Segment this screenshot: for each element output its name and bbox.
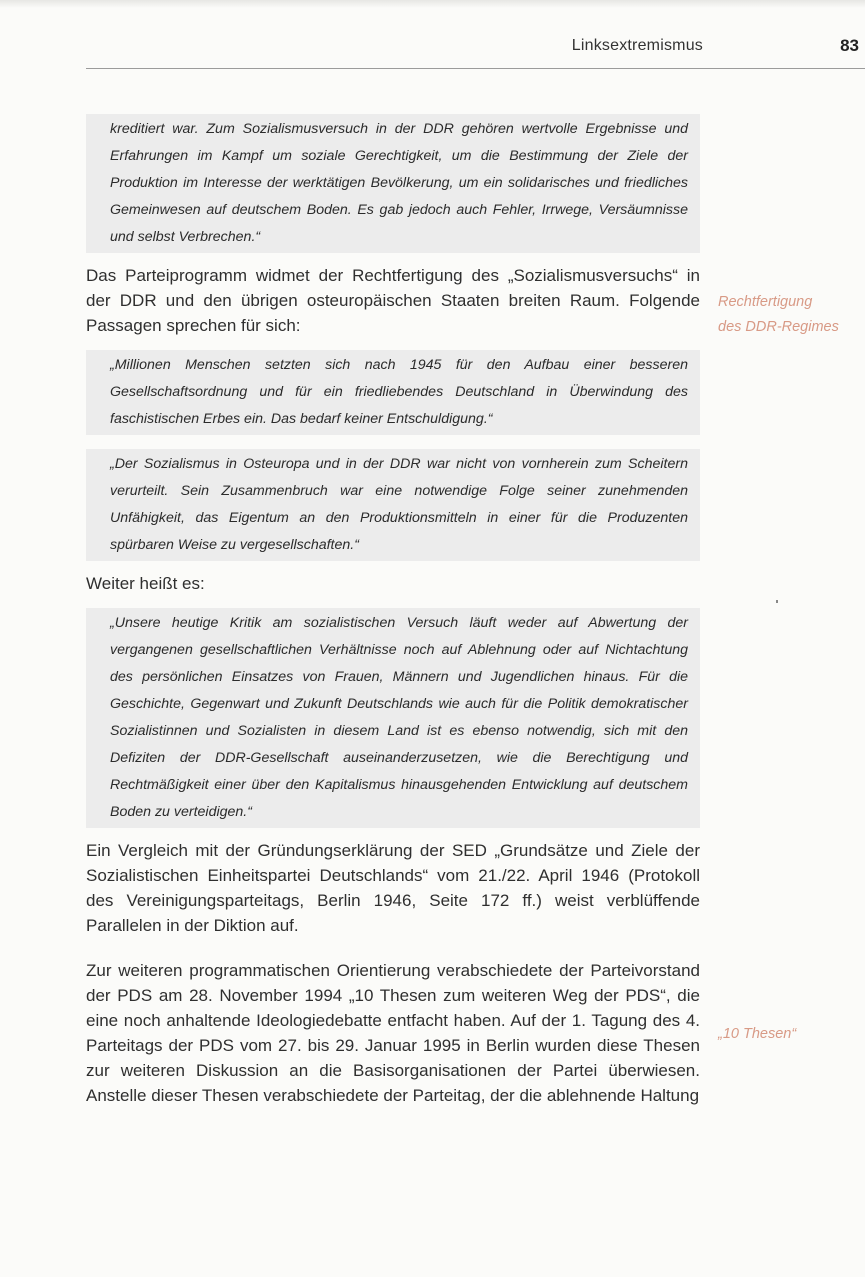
quote-text: kreditiert war. Zum Sozialismusversuch in der DDR gehören wertvolle Ergebnisse und Erfahrungen im Kampf um soziale Gerechtigkeit, um die Bestimmung der Ziele der Produktion im Interesse der werktätigen Bevölkerung, um ein solidarisches und friedliches Gemeinwesen auf deutschem Boden. Es gab jedoch auch Fehler, Irrwege, Versäumnisse und selbst Verbrechen.“ <box>110 121 688 245</box>
page-number: 83 <box>840 36 859 55</box>
margin-note-line: Rechtfertigung <box>718 294 813 310</box>
quote-block <box>86 608 700 828</box>
running-header <box>86 34 865 69</box>
main-text-column <box>86 114 700 1120</box>
body-paragraph <box>86 571 700 596</box>
paragraph-text: Das Parteiprogramm widmet der Rechtfertigung des „Sozialismusversuchs“ in der DDR und den übrigen osteuropäischen Staaten breiten Raum. Folgende Passagen sprechen für sich: <box>86 266 700 335</box>
paragraph-text: Ein Vergleich mit der Gründungserklärung der SED „Grundsätze und Ziele der Sozialistischen Einheitspartei Deutschlands“ vom 21./22. April 1946 (Protokoll des Vereinigungsparteitags, Berlin 1946, Seite 172 ff.) weist verblüffende Parallelen in der Diktion auf. <box>86 841 700 935</box>
quote-block <box>86 114 700 253</box>
body-paragraph <box>86 263 700 338</box>
margin-note-rechtfertigung <box>718 290 839 340</box>
quote-text: „Der Sozialismus in Osteuropa und in der DDR war nicht von vornherein zum Scheitern verurteilt. Sein Zusammenbruch war eine notwendige Folge seiner zunehmenden Unfähigkeit, das Eigentum an den Produktionsmitteln in einer für die Produzenten spürbaren Weise zu vergesellschaften.“ <box>110 456 688 553</box>
body-paragraph <box>86 838 700 938</box>
quote-text: „Unsere heutige Kritik am sozialistischen Versuch läuft weder auf Abwertung der vergangenen gesellschaftlichen Verhältnisse noch auf Ablehnung oder auf Nichtachtung des persönlichen Einsatzes von Frauen, Männern und Jugendlichen hinaus. Für die Geschichte, Gegenwart und Zukunft Deutschlands wie auch für die Politik demokratischer Sozialistinnen und Sozialisten in diesem Land ist es ebenso notwendig, sich mit den Defiziten der DDR-Gesellschaft auseinanderzusetzen, wie die Berechtigung und Rechtmäßigkeit einer über den Kapitalismus hinausgehenden Entwicklung auf deutschem Boden zu verteidigen.“ <box>110 615 688 820</box>
margin-note-line: „10 Thesen“ <box>718 1026 797 1042</box>
margin-note-10-thesen <box>718 1022 796 1047</box>
paragraph-text: Weiter heißt es: <box>86 574 205 593</box>
quote-text: „Millionen Menschen setzten sich nach 1945 für den Aufbau einer besseren Gesellschaftsordnung und für ein friedliebendes Deutschland in Überwindung des faschistischen Erbes ein. Das bedarf keiner Entschuldigung.“ <box>110 357 688 427</box>
quote-block <box>86 449 700 561</box>
running-header-title: Linksextremismus <box>571 37 703 54</box>
scan-speck <box>776 600 778 603</box>
page-top-edge <box>0 0 865 8</box>
body-paragraph <box>86 958 700 1108</box>
margin-note-line: des DDR-Regimes <box>718 319 839 335</box>
quote-block <box>86 350 700 435</box>
paragraph-text: Zur weiteren programmatischen Orientierung verabschiedete der Parteivorstand der PDS am 28. November 1994 „10 Thesen zum weiteren Weg der PDS“, die eine noch anhaltende Ideologiedebatte entfacht haben. Auf der 1. Tagung des 4. Parteitags der PDS vom 27. bis 29. Januar 1995 in Berlin wurden diese Thesen zur weiteren Diskussion an die Basisorganisationen der Partei überwiesen. Anstelle dieser Thesen verabschiedete der Parteitag, der die ablehnende Haltung <box>86 961 700 1105</box>
